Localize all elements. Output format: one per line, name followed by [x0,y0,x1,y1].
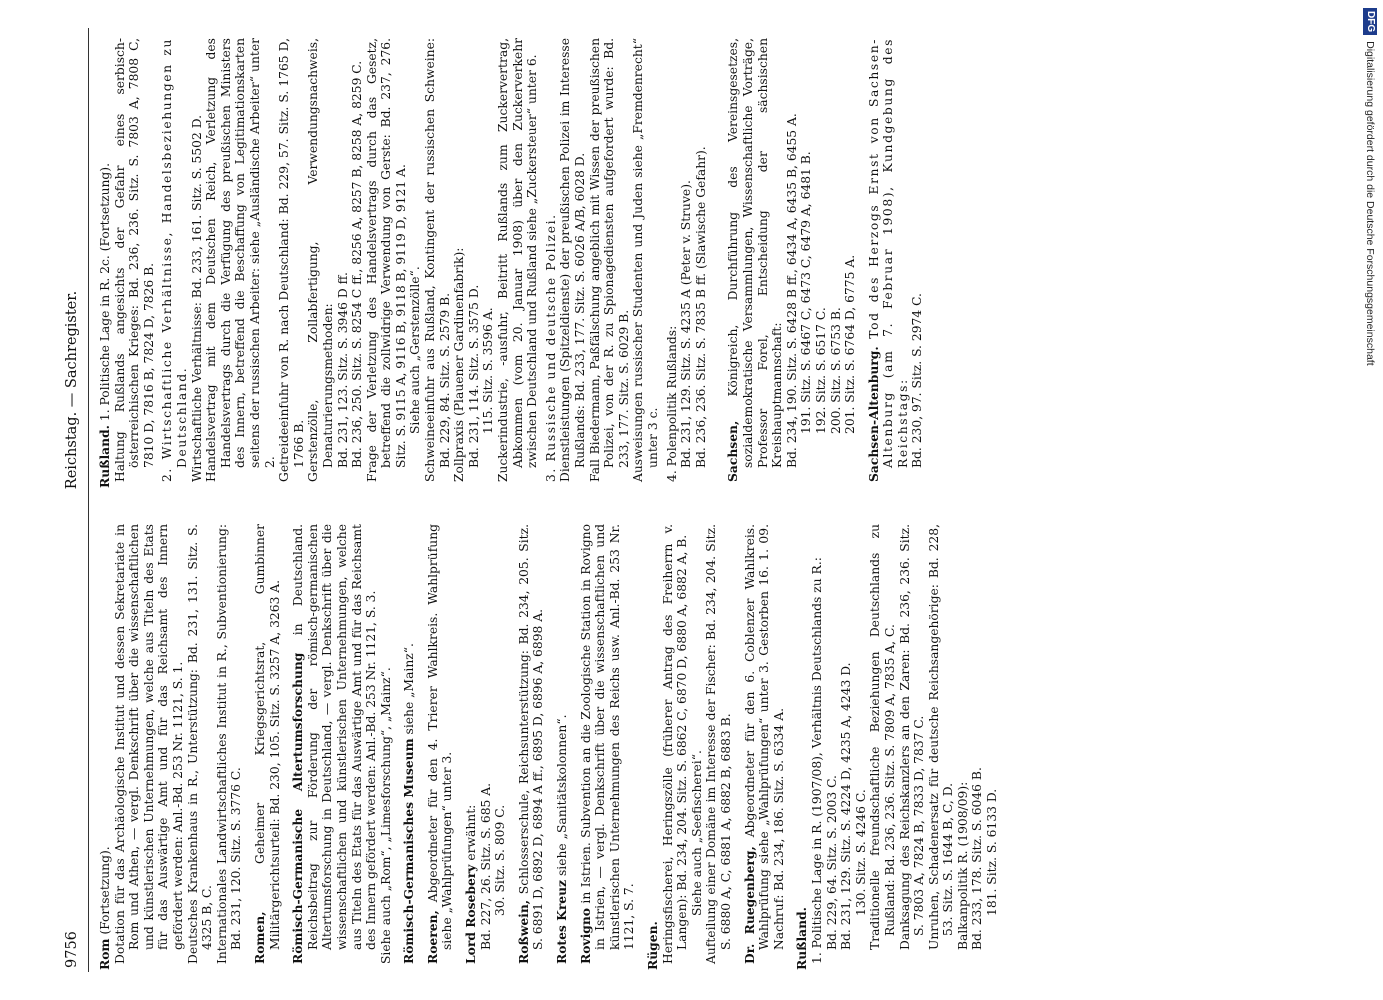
dfg-logo: DFG [1363,8,1377,35]
heading-roeren: Roeren, [424,910,440,964]
entry-text: Gerstenzölle, Zollabfertigung, Verwendungsnachweis, Denaturierungsmethoden: [306,38,335,482]
header-rule [88,28,89,972]
entry-text: 201. Sitz. S. 6764 D, 6775 A. [843,254,858,434]
heading-roemisch-germanische: Römisch-Germanische Altertumsforschung [290,652,306,964]
heading-russland-label: Rußland. [794,907,810,970]
entry-text: Bd. 231, 129. Sitz. S. 4224 D, 4235 A, 4243 D. [839,662,854,950]
heading-rovigno: Rovigno [577,908,593,964]
entry-text: in Istrien. Subvention an die Zoologische Station in Rovigno in Istrien, — vergl. Denkschrift über die wissenschaftlichen und künstlerischen Unternehmungen des Reichs usw. Anl.-Bd. 253 Nr. 1121, S. 7. [578,524,637,950]
entry-text: Unruhen, Schadenersatz für deutsche Reichsangehörige: Bd. 228, 53. Sitz. S. 1644 B, C, D. [926,524,956,950]
heading-ruegenberg: Dr. Ruegenberg, [741,846,757,964]
entry-text: Zollpraxis (Plauener Gardinenfabrik): [452,247,467,482]
heading-russland-cont: Rußland. [97,425,112,488]
entry-text: Bd. 234, 190. Sitz. S. 6428 B ff., 6434 A, 6435 B, 6455 A. [784,113,799,468]
entry-text: Ausweisungen russischer Studenten und Juden siehe „Fremdenrecht“ unter 3 c. [631,38,660,482]
section-heading: 2. Wirtschaftliche Verhältnisse, Handelsbeziehungen zu Deutschland. [160,38,189,482]
entry-text: 192. Sitz. S. 6517 C. [813,307,828,434]
section-heading: 1. Politische Lage in R. 2c. (Fortsetzung). [98,163,112,422]
entry-text: Bd. 231, 129. Sitz. S. 4235 A (Peter v. Struve). [679,180,694,468]
entry-romen [253,524,282,970]
entry-text: Abgeordneter für den 4. Trierer Wahlkreis. Wahlprüfung siehe „Wahlprüfungen“ unter 3. [425,524,455,950]
continuation-note: (Fortsetzung). [98,846,112,935]
heading-ruegen-label: Rügen. [645,921,660,970]
entry-text: Bd. 236, 250. Sitz. S. 8254 C ff., 8256 A, 8257 B, 8258 A, 8259 C. [350,60,365,468]
see-also: Siehe auch „Rom“, „Limesforschung“, „Mainz“. [378,667,393,964]
entry-rom [98,524,113,970]
heading-rom: Rom [97,938,112,970]
entry-sachsen [726,38,784,488]
left-column [98,524,1000,970]
entry-russland-cont [98,38,113,488]
entry-text: Bd. 231, 114. Sitz. S. 3575 D. [466,284,481,468]
entry-text: Dotation für das Archäologische Institut und dessen Sekretariate in Rom und Athen, — vergl. Denkschrift über die wissenschaftlichen und künstlerischen Unternehmungen, welche aus Titeln des Etats für das Auswärtige Amt und für das Reichsamt des Innern gefördert werden: Anl.-Bd. 253 Nr. 1121, S. 1. [112,524,185,964]
entry-museum [402,524,417,970]
entry-text: 30. Sitz. S. 809 C. [493,804,508,916]
entry-text: Schweineeinfuhr aus Rußland, Kontingent der russischen Schweine: Bd. 229, 84. Sitz. S. 2579 B. [423,38,452,482]
entry-text: Zuckerindustrie, -ausfuhr, Beitritt Rußlands zum Zuckervertrag, Abkommen (vom 20. Januar 1908) über den Zuckerverkehr zwischen Deutschland und Rußland siehe „Zuckersteuer“ unter 6. [496,38,540,482]
entry-text: Danksagung des Reichskanzlers an den Zaren: Bd. 236, 236. Sitz. S. 7803 A, 7824 B, 7833 D, 7837 C. [897,524,927,950]
heading-sachsen: Sachsen, [725,420,741,482]
section-heading: 3. Russische und deutsche Polizei. [543,213,558,482]
see-also: Siehe auch „Seefischerei“. [689,750,704,916]
digitization-credit-bar [1358,8,1382,992]
entry-text: 1. Politische Lage in R. (1907/08), Verhältnis Deutschlands zu R.: [809,557,824,964]
entry-rosebery [464,524,479,970]
entry-text: Bd. 230, 97. Sitz. S. 2974 C. [910,293,925,468]
entry-text: Abgeordneter für den 6. Coblenzer Wahlkreis. Wahlprüfung siehe „Wahlprüfungen“ unter 3. Gestorben 16. 1. 09. Nachruf: Bd. 234, 186. Sitz. S. 6334 A. [742,524,786,950]
entry-text: Schlosserschule, Reichsunterstützung: Bd. 234, 205. Sitz. S. 6891 D, 6892 D, 6894 A ff., 6895 D, 6896 A, 6898 A. [516,524,546,950]
page-number: 9756 [64,931,80,968]
heading-rosswein: Roßwein, [515,899,531,964]
entry-text: Fall Biedermann, Paßfälschung angeblich mit Wissen der preußischen Polizei, von der R. zu Spionagediensten aufgefordert wurde: Bd. 233, 177. Sitz. S. 6029 B. [587,38,631,482]
entry-roemisch-germanische [291,524,379,970]
entry-roeren [426,524,455,970]
heading-russland [795,524,810,970]
entry-text: Königreich, Durchführung des Vereinsgesetzes, sozialdemokratische Versammlungen, Wissenschaftliche Vorträge, Professor Forel, Entscheidung der sächsischen Kreishauptmannschaft: [726,38,785,468]
entry-text: Heringsfischerei, Heringszölle (früherer Antrag des Freiherrn v. Langen): Bd. 234, 204. Sitz. S. 6862 C, 6870 D, 6880 A, 6882 A, B. [660,524,690,964]
entry-text: Bd. 233, 178. Sitz. S. 6046 B. [970,767,985,950]
entry-text: Getreideeinfuhr von R. nach Deutschland: Bd. 229, 57. Sitz. S. 1765 D, 1766 B. [277,38,306,482]
entry-sachsen-altenburg [867,38,911,488]
entry-rotes-kreuz [555,524,570,970]
entry-ruegenberg [743,524,787,970]
entry-text: Deutsches Krankenhaus in R., Unterstützung: Bd. 231, 131. Sitz. S. 4325 B, C. [185,524,215,964]
entry-text: Balkanpolitik R. (1908/09): [955,781,970,950]
see-also: Siehe auch „Gerstenzölle“. [408,266,423,434]
entry-text: 181. Sitz. S. 6133 D. [985,788,1000,916]
entry-text: siehe „Mainz“. [402,643,417,735]
entry-text: Internationales Landwirtschaftliches Institut in R., Subventionierung: Bd. 231, 120. Sitz. S. 3776 C. [214,524,244,964]
right-column [98,38,925,488]
entry-text: in Deutschland. Reichsbeitrag zur Förderung der römisch-germanischen Altertumsforschung in Deutschland, — vergl. Denkschrift über die wissenschaftlichen und künstlerischen Unternehmungen, welche aus Titeln des Etats für das Auswärtige Amt und für das Reichsamt des Innern gefördert werden: Anl.-Bd. 253 Nr. 1121, S. 3. [291,524,379,950]
entry-text: Bd. 227, 26. Sitz. S. 685 A. [478,782,493,950]
entry-rovigno [579,524,637,970]
entry-text: Haltung Rußlands angesichts der Gefahr eines serbisch-österreichischen Krieges: Bd. 236, 236. Sitz. S. 7803 A, 7808 C, 7810 D, 7816 B, 7824 D, 7826 B. [112,38,156,482]
entry-text: Bd. 229, 64. Sitz. S. 2003 C. [824,775,839,950]
entry-text: Bd. 231, 123. Sitz. S. 3946 D ff. [335,272,350,468]
entry-text: Bd. 236, 236. Sitz. S. 7835 B ff. (Slawische Gefahr). [693,146,708,468]
entry-rosswein [517,524,546,970]
page-title: Reichstag. — Sachregister. [64,290,80,490]
entry-text: Handelsvertrag mit dem Deutschen Reich, Verletzung des Handelsvertrags durch die Verfügung des preußischen Ministers des Innern, betreffend die Beschaffung von Legitimationskarten seitens der russischen Arbeiter: siehe „Ausländische Arbeiter“ unter 2. [204,38,277,482]
heading-rotes-kreuz: Rotes Kreuz [554,879,570,964]
entry-text: 200. Sitz. S. 6753 B. [828,307,843,434]
entry-text: 130. Sitz. S. 4246 C. [853,789,868,916]
entry-text: Traditionelle freundschaftliche Beziehungen Deutschlands zu Rußland: Bd. 236, 236. Sitz. S. 7809 A, 7835 A, C. [868,524,897,950]
section-heading: 4. Polenpolitik Rußlands: [664,325,679,482]
heading-ruegen [646,524,661,970]
entry-text: Frage der Verletzung des Handelsvertrags durch das Gesetz, betreffend die zollwidrige Verwendung von Gerste: Bd. 237, 276. Sitz. S. 9115 A, 9116 B, 9118 B, 9119 D, 9121 A. [364,38,408,482]
heading-rosebery: Lord Rosebery [463,864,479,964]
entry-text: siehe „Sanitätskolonnen“. [555,714,570,877]
entry-text: 191. Sitz. S. 6467 C, 6473 C, 6479 A, 6481 B. [799,151,814,434]
entry-text: Wirtschaftliche Verhältnisse: Bd. 233, 161. Sitz. S. 5502 D. [189,114,204,482]
digitization-credit-text: Digitalisierung gefördert durch die Deutsche Forschungsgemeinschaft [1364,41,1376,366]
entry-text: Aufteilung einer Domäne im Interesse der Fischer: Bd. 234, 204. Sitz. S. 6880 A, C, 6881 A, 6882 B, 6883 B. [704,524,733,964]
heading-romen: Romen, [251,911,267,964]
entry-text: Geheimer Kriegsgerichtsrat, Gumbinner Militärgerichtsurteil: Bd. 230, 105. Sitz. S. 3257 A, 3263 A. [252,524,282,950]
heading-sachsen-altenburg: Sachsen-Altenburg. [865,346,881,482]
entry-text: 115. Sitz. S. 3596 A. [481,307,496,434]
entry-text: erwähnt: [464,804,479,861]
entry-text: Dienstleistungen (Spitzeldienste) der preußischen Polizei im Interesse Rußlands: Bd. 233, 177. Sitz. S. 6026 A/B, 6028 D. [558,38,587,482]
entry-text: Tod des Herzogs Ernst von Sachsen-Altenburg (am 7. Februar 1908), Kundgebung des Reichstags: [866,38,910,468]
heading-museum: Römisch-Germanisches Museum [401,738,417,964]
